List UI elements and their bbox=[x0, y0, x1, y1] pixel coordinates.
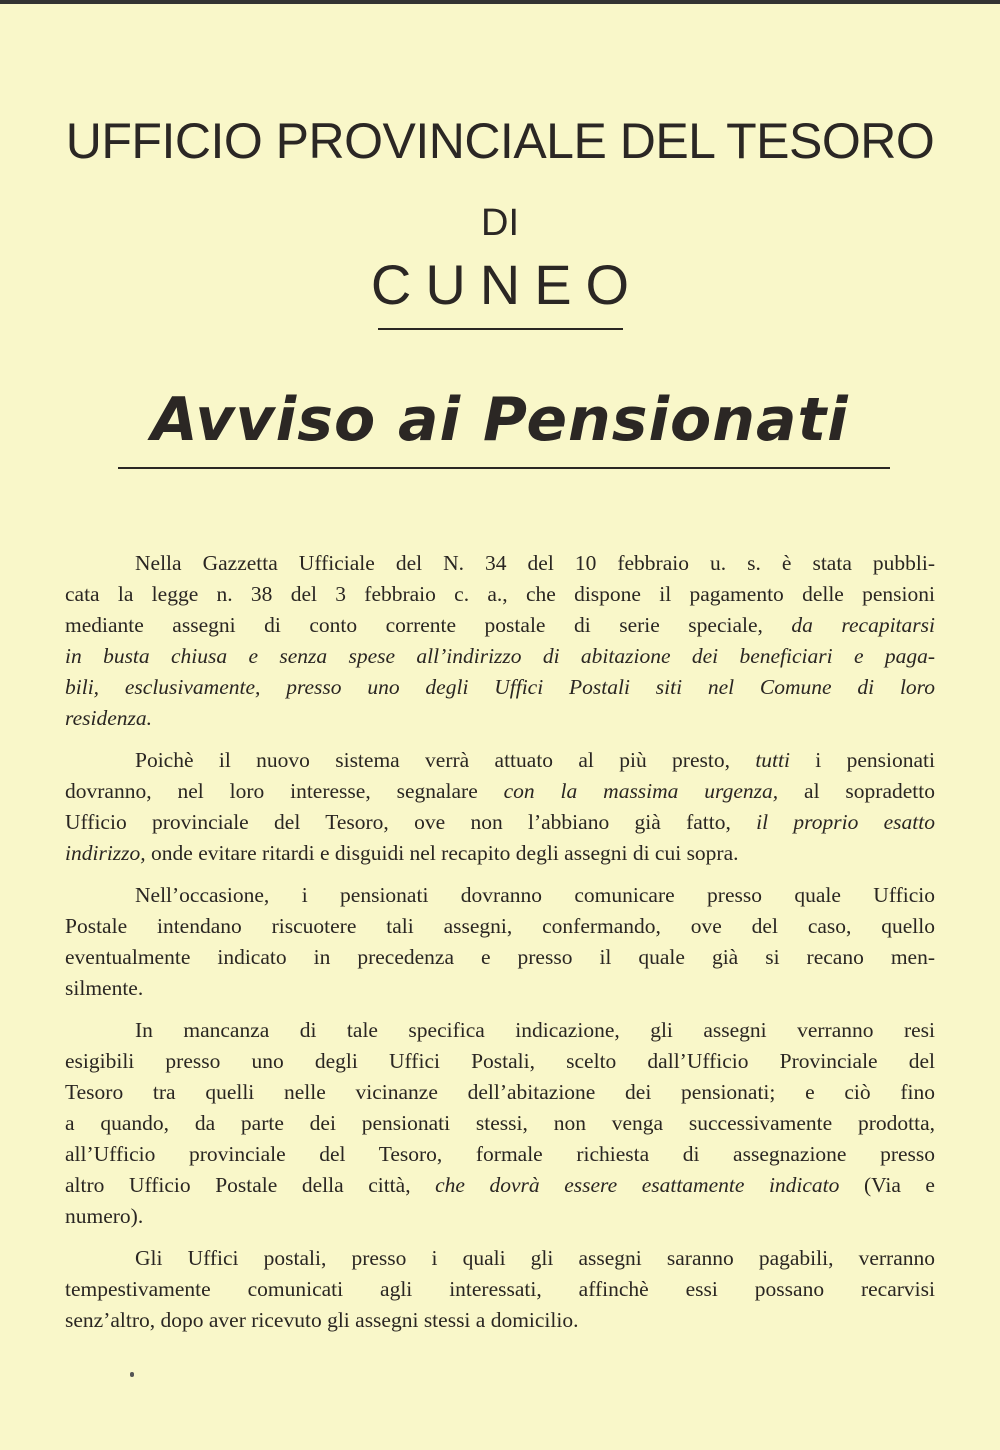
headline: Avviso ai Pensionati bbox=[151, 385, 849, 455]
text-line bbox=[65, 1201, 935, 1232]
office-title: UFFICIO PROVINCIALE DEL TESORO bbox=[65, 113, 935, 169]
paragraph bbox=[65, 880, 935, 1004]
text: eventualmente indicato in precedenza e presso il quale già si recano men- bbox=[65, 945, 935, 969]
paragraph bbox=[65, 745, 935, 869]
paragraph bbox=[65, 1015, 935, 1232]
text: Ufficio provinciale del Tesoro, ove non l’abbiano già fatto, bbox=[65, 810, 757, 834]
text: tempestivamente comunicati agli interessati, affinchè essi possano recarvisi bbox=[65, 1277, 935, 1301]
text: Nella Gazzetta Ufficiale del N. 34 del 10 febbraio u. s. è stata pubbli- bbox=[135, 551, 935, 575]
italic-text: in busta chiusa e senza spese all’indirizzo di abitazione dei beneficiari e paga- bbox=[65, 644, 935, 668]
title-underline bbox=[378, 328, 623, 330]
text-line bbox=[65, 880, 935, 911]
text-line bbox=[65, 1046, 935, 1077]
text: numero). bbox=[65, 1204, 144, 1228]
text: a quando, da parte dei pensionati stessi, non venga successivamente prodotta, bbox=[65, 1111, 935, 1135]
text: Tesoro tra quelli nelle vicinanze dell’abitazione dei pensionati; e ciò fino bbox=[65, 1080, 935, 1104]
italic-text: il proprio esatto bbox=[756, 810, 935, 834]
office-city: CUNEO bbox=[370, 253, 644, 316]
text-line bbox=[65, 942, 935, 973]
text-line bbox=[65, 1243, 935, 1274]
text-line bbox=[65, 911, 935, 942]
italic-text: da recapitarsi bbox=[791, 613, 935, 637]
text: Postale intendano riscuotere tali assegni, confermando, ove del caso, quello bbox=[65, 914, 935, 938]
text: senz’altro, dopo aver ricevuto gli assegni stessi a domicilio. bbox=[65, 1308, 579, 1332]
text-line bbox=[65, 973, 935, 1004]
text-line bbox=[65, 838, 935, 869]
text: In mancanza di tale specifica indicazione, gli assegni verranno resi bbox=[135, 1018, 935, 1042]
text-line bbox=[65, 807, 935, 838]
text-line bbox=[65, 1139, 935, 1170]
text-line bbox=[65, 745, 935, 776]
text-line bbox=[65, 1170, 935, 1201]
text-line bbox=[65, 1015, 935, 1046]
text-line bbox=[65, 672, 935, 703]
text-line bbox=[65, 641, 935, 672]
ink-dot bbox=[130, 1372, 134, 1377]
italic-text: bili, esclusivamente, presso uno degli Uffici Postali siti nel Comune di loro bbox=[65, 675, 935, 699]
text: Gli Uffici postali, presso i quali gli assegni saranno pagabili, verranno bbox=[135, 1246, 935, 1270]
text: i pensionati bbox=[789, 748, 935, 772]
text: silmente. bbox=[65, 976, 144, 1000]
text-line bbox=[65, 610, 935, 641]
office-title-di: DI bbox=[481, 202, 519, 244]
text-line bbox=[65, 1305, 935, 1336]
text-line bbox=[65, 1274, 935, 1305]
headline-underline bbox=[118, 467, 890, 469]
text: altro Ufficio Postale della città, bbox=[65, 1173, 436, 1197]
text: cata la legge n. 38 del 3 febbraio c. a., che dispone il pagamento delle pensioni bbox=[65, 582, 935, 606]
paragraph bbox=[65, 548, 935, 734]
italic-text: con la massima urgenza, bbox=[503, 779, 779, 803]
text: all’Ufficio provinciale del Tesoro, formale richiesta di assegnazione presso bbox=[65, 1142, 935, 1166]
paragraph bbox=[65, 1243, 935, 1336]
text-line bbox=[65, 1077, 935, 1108]
notice-body bbox=[65, 548, 935, 1347]
text-line bbox=[65, 579, 935, 610]
text: mediante assegni di conto corrente postale di serie speciale, bbox=[65, 613, 792, 637]
italic-text: tutti bbox=[755, 748, 790, 772]
italic-text: indirizzo, bbox=[65, 841, 146, 865]
text: dovranno, nel loro interesse, segnalare bbox=[65, 779, 504, 803]
text-line bbox=[65, 548, 935, 579]
italic-text: che dovrà essere esattamente indicato bbox=[435, 1173, 840, 1197]
text: esigibili presso uno degli Uffici Postali, scelto dall’Ufficio Provinciale del bbox=[65, 1049, 935, 1073]
text-line bbox=[65, 1108, 935, 1139]
text: al sopradetto bbox=[778, 779, 935, 803]
text: Nell’occasione, i pensionati dovranno comunicare presso quale Ufficio bbox=[135, 883, 935, 907]
text: (Via e bbox=[839, 1173, 935, 1197]
text: onde evitare ritardi e disguidi nel recapito degli assegni di cui sopra. bbox=[145, 841, 739, 865]
text-line bbox=[65, 776, 935, 807]
text-line bbox=[65, 703, 935, 734]
italic-text: residenza. bbox=[65, 706, 152, 730]
text: Poichè il nuovo sistema verrà attuato al più presto, bbox=[135, 748, 756, 772]
page-top-edge bbox=[0, 0, 1000, 4]
